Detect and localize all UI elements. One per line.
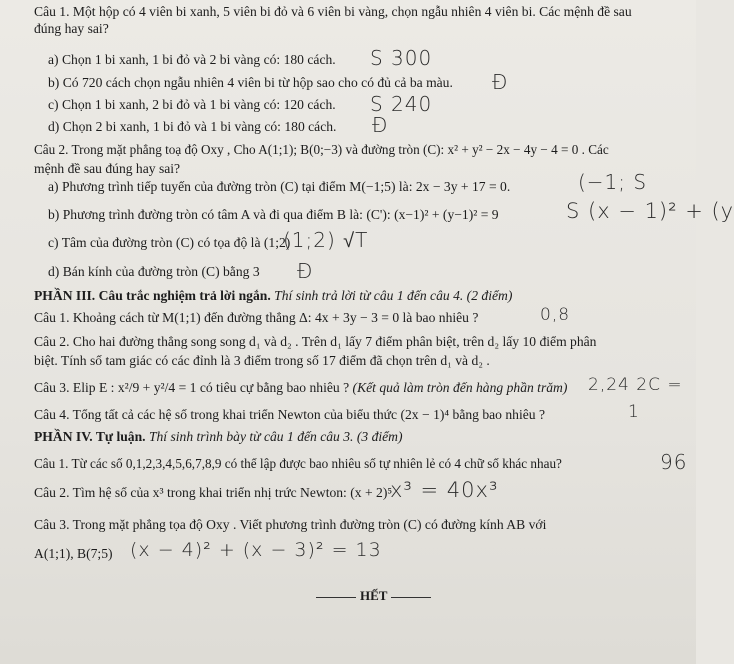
q2-intro-line2: mệnh đề sau đúng hay sai? xyxy=(34,161,181,176)
p3-question1: Câu 1. Khoảng cách từ M(1;1) đến đường thẳng Δ: 4x + 3y − 3 = 0 là bao nhiêu ? xyxy=(34,310,479,325)
handwritten-answer-p4q2: x³ = 40x³ xyxy=(390,478,499,502)
handwritten-answer-p3q4: 1 xyxy=(628,402,640,422)
p4-question3-line1: Câu 3. Trong mặt phẳng tọa độ Oxy . Viết phương trình đường tròn (C) có đường kính AB với xyxy=(34,517,547,532)
handwritten-answer-p3q1: 0,8 xyxy=(540,305,571,325)
handwritten-answer-q2c: (1;2) √T xyxy=(283,228,369,252)
handwritten-answer-q1c: S 240 xyxy=(370,92,433,116)
q1-statement-a: a) Chọn 1 bi xanh, 1 bi đỏ và 2 bi vàng có: 180 cách. xyxy=(48,52,336,67)
handwritten-answer-q2b: S (x − 1)² + (y xyxy=(566,199,734,223)
q1-intro-line1: Câu 1. Một hộp có 4 viên bi xanh, 5 viên bi đỏ và 6 viên bi vàng, chọn ngẫu nhiên 4 viên bi. Các mệnh đề sau xyxy=(34,4,632,19)
p4-question1: Câu 1. Từ các số 0,1,2,3,4,5,6,7,8,9 có thể lập được bao nhiêu số tự nhiên lẻ có 4 chữ số khác nhau? xyxy=(34,456,562,471)
p3-question2-line1: Câu 2. Cho hai đường thẳng song song d₁ và d₂ . Trên d₁ lấy 7 điểm phân biệt, trên d₂ lấy 10 điểm phân xyxy=(34,334,597,349)
q2-statement-b: b) Phương trình đường tròn có tâm A và đi qua điểm B là: (C'): (x−1)² + (y−1)² = 9 xyxy=(48,207,499,222)
q1-statement-d: d) Chọn 2 bi xanh, 1 bi đỏ và 1 bi vàng có: 180 cách. xyxy=(48,119,337,134)
handwritten-answer-q1d: Đ xyxy=(372,113,389,137)
p4-question2: Câu 2. Tìm hệ số của x³ trong khai triển nhị trức Newton: (x + 2)⁵ xyxy=(34,485,393,500)
handwritten-answer-q1b: Đ xyxy=(492,70,509,94)
p3-question3-note: (Kết quả làm tròn đến hàng phần trăm) xyxy=(352,380,568,395)
p3-question3-text: Câu 3. Elip E : x²/9 + y²/4 = 1 có tiêu cự bằng bao nhiêu ? xyxy=(34,380,350,395)
part4-note: Thí sinh trình bày từ câu 1 đến câu 3. (3 điểm) xyxy=(148,429,403,444)
handwritten-answer-q2a: (−1; S xyxy=(578,170,648,194)
handwritten-answer-q1a: S 300 xyxy=(370,46,433,70)
q2-statement-c: c) Tâm của đường tròn (C) có tọa độ là (1;2) xyxy=(48,235,291,250)
p3-question3 xyxy=(34,379,567,396)
end-text: HẾT xyxy=(360,588,388,603)
q2-statement-d: d) Bán kính của đường tròn (C) bằng 3 xyxy=(48,264,260,279)
part4-heading xyxy=(34,428,403,445)
part3-note: Thí sinh trả lời từ câu 1 đến câu 4. (2 điểm) xyxy=(274,288,513,303)
end-dash-right xyxy=(391,597,431,598)
part3-heading xyxy=(34,287,512,304)
end-dash-left xyxy=(316,597,356,598)
handwritten-answer-p3q3: 2,24 2C = xyxy=(588,375,683,395)
p4-question3-line2: A(1;1), B(7;5) xyxy=(34,546,113,561)
p3-question2-line2: biệt. Tính số tam giác có các đỉnh là 3 điểm trong số 17 điểm đã chọn trên d₁ và d₂ . xyxy=(34,353,490,368)
q1-statement-c: c) Chọn 1 bi xanh, 2 bi đỏ và 1 bi vàng có: 120 cách. xyxy=(48,97,336,112)
handwritten-answer-q2d: Đ xyxy=(297,259,314,283)
handwritten-answer-p4q3: (x − 4)² + (x − 3)² = 13 xyxy=(130,539,382,561)
q1-statement-b: b) Có 720 cách chọn ngẫu nhiên 4 viên bi từ hộp sao cho có đủ cả ba màu. xyxy=(48,75,453,90)
part3-title: PHẦN III. Câu trắc nghiệm trả lời ngắn. xyxy=(34,288,271,303)
q2-intro-line1: Câu 2. Trong mặt phẳng toạ độ Oxy , Cho A(1;1); B(0;−3) và đường tròn (C): x² + y² − 2x − 4y − 4 = 0 . Các xyxy=(34,142,609,157)
handwritten-answer-p4q1: 96 xyxy=(660,450,688,474)
part4-title: PHẦN IV. Tự luận. xyxy=(34,429,146,444)
q1-intro-line2: đúng hay sai? xyxy=(34,21,109,36)
end-marker xyxy=(312,588,435,604)
q2-statement-a: a) Phương trình tiếp tuyến của đường tròn (C) tại điểm M(−1;5) là: 2x − 3y + 17 = 0. xyxy=(48,179,511,194)
p3-question4: Câu 4. Tổng tất cả các hệ số trong khai triển Newton của biểu thức (2x − 1)⁴ bằng bao nhiêu ? xyxy=(34,407,546,422)
